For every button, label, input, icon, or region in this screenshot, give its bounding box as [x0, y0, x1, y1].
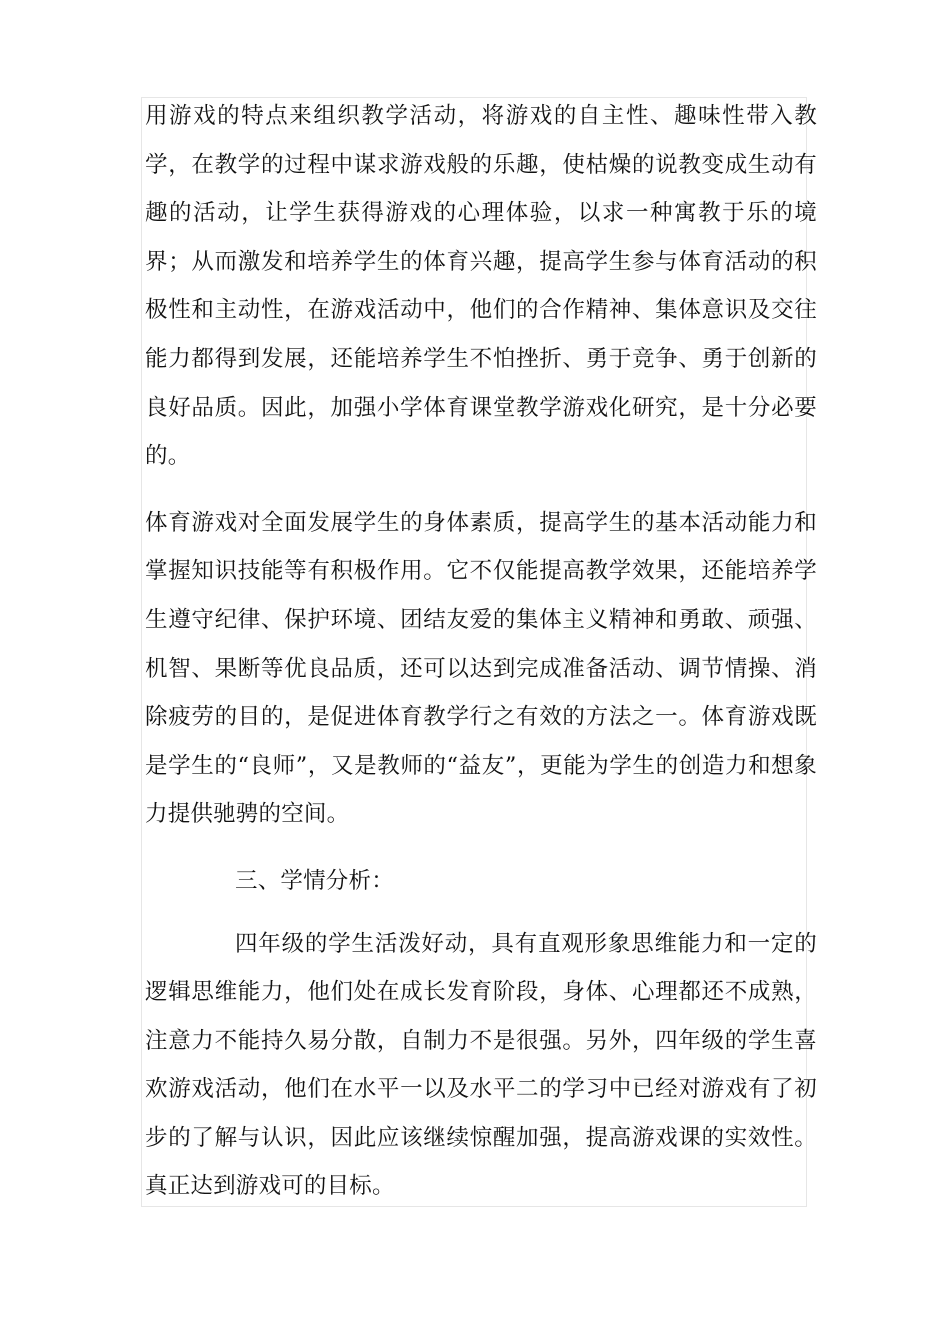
section-paragraph: 四年级的学生活泼好动，具有直观形象思维能力和一定的逻辑思维能力，他们处在成长发育阶段，身体、心理都还不成熟，注意力不能持久易分散，自制力不是很强。另外，四年级的学生喜欢游戏活动，他们在水平一以及水平二的学习中已经对游戏有了初步的了解与认识，因此应该继续惊醒加强，提高游戏课的实效性。真正达到游戏可的目标。 — [145, 930, 817, 1200]
paragraph-2: 体育游戏对全面发展学生的身体素质，提高学生的基本活动能力和掌握知识技能等有积极作用。它不仅能提高教学效果，还能培养学生遵守纪律、保护环境、团结友爱的集体主义精神和勇敢、顽强、机智、果断等优良品质，还可以达到完成准备活动、调节情操、消除疲劳的目的，是促进体育教学行之有效的方法之一。体育游戏既是学生的“良师”，又是教师的“益友”，更能为学生的创造力和想象力提供驰骋的空间。 — [145, 509, 817, 828]
section-heading: 三、学情分析： — [235, 867, 394, 894]
document-body — [145, 92, 817, 1211]
paragraph-1: 用游戏的特点来组织教学活动，将游戏的自主性、趣味性带入教学，在教学的过程中谋求游戏般的乐趣，使枯燥的说教变成生动有趣的活动，让学生获得游戏的心理体验，以求一种寓教于乐的境界；从而激发和培养学生的体育兴趣，提高学生参与体育活动的积极性和主动性，在游戏活动中，他们的合作精神、集体意识及交往能力都得到发展，还能培养学生不怕挫折、勇于竞争、勇于创新的良好品质。因此，加强小学体育课堂教学游戏化研究，是十分必要的。 — [145, 103, 817, 470]
